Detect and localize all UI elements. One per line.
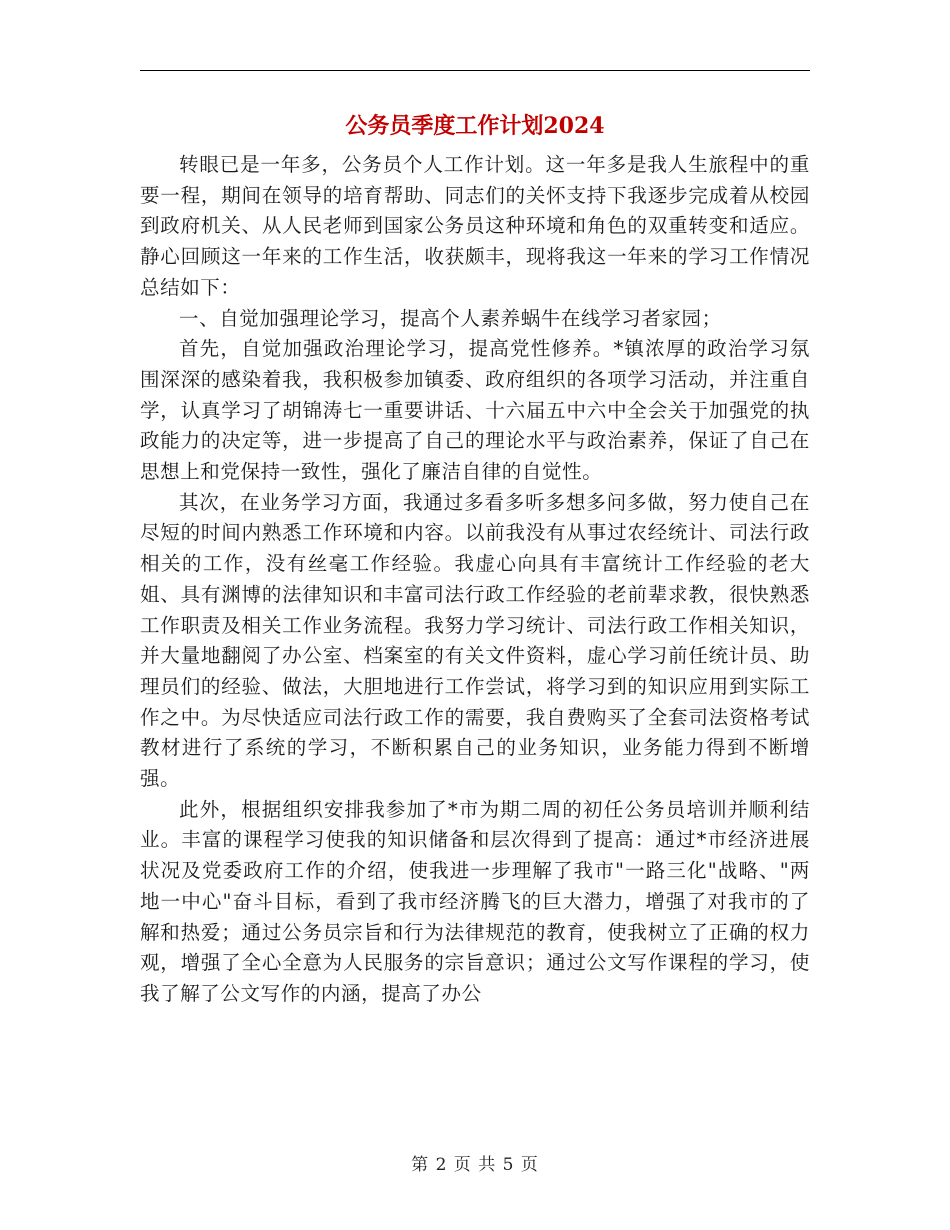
page-number: 第 2 页 共 5 页 [411, 1155, 539, 1175]
paragraph-intro: 转眼已是一年多，公务员个人工作计划。这一年多是我人生旅程中的重要一程，期间在领导的培育帮助、同志们的关怀支持下我逐步完成着从校园到政府机关、从人民老师到国家公务员这种环境和角色的双重转变和适应。静心回顾这一年来的工作生活，收获颇丰，现将我这一年来的学习工作情况总结如下： [140, 153, 810, 299]
document-title: 公务员季度工作计划2024 [345, 113, 605, 139]
document-body [140, 150, 810, 1010]
paragraph-political-study: 首先，自觉加强政治理论学习，提高党性修养。*镇浓厚的政治学习氛围深深的感染着我，我积极参加镇委、政府组织的各项学习活动，并注重自学，认真学习了胡锦涛七一重要讲话、十六届五中六中全会关于加强党的执政能力的决定等，进一步提高了自己的理论水平与政治素养，保证了自己在思想上和党保持一致性，强化了廉洁自律的自觉性。 [140, 337, 810, 484]
section-heading-1: 一、自觉加强理论学习，提高个人素养蜗牛在线学习者家园； [179, 306, 722, 330]
header-rule [140, 70, 810, 71]
paragraph-business-study: 其次，在业务学习方面，我通过多看多听多想多问多做，努力使自己在尽短的时间内熟悉工作环境和内容。以前我没有从事过农经统计、司法行政相关的工作，没有丝毫工作经验。我虚心向具有丰富统计工作经验的老大姐、具有渊博的法律知识和丰富司法行政工作经验的老前辈求教，很快熟悉工作职责及相关工作业务流程。我努力学习统计、司法行政工作相关知识，并大量地翻阅了办公室、档案室的有关文件资料，虚心学习前任统计员、助理员们的经验、做法，大胆地进行工作尝试，将学习到的知识应用到实际工作之中。为尽快适应司法行政工作的需要，我自费购买了全套司法资格考试教材进行了系统的学习，不断积累自己的业务知识，业务能力得到不断增强。 [140, 490, 810, 791]
paragraph-training: 此外，根据组织安排我参加了*市为期二周的初任公务员培训并顺利结业。丰富的课程学习使我的知识储备和层次得到了提高：通过*市经济进展状况及党委政府工作的介绍，使我进一步理解了我市"一路三化"战略、"两地一中心"奋斗目标，看到了我市经济腾飞的巨大潜力，增强了对我市的了解和热爱；通过公务员宗旨和行为法律规范的教育，使我树立了正确的权力观，增强了全心全意为人民服务的宗旨意识；通过公文写作课程的学习，使我了解了公文写作的内涵，提高了办公 [140, 797, 810, 1005]
